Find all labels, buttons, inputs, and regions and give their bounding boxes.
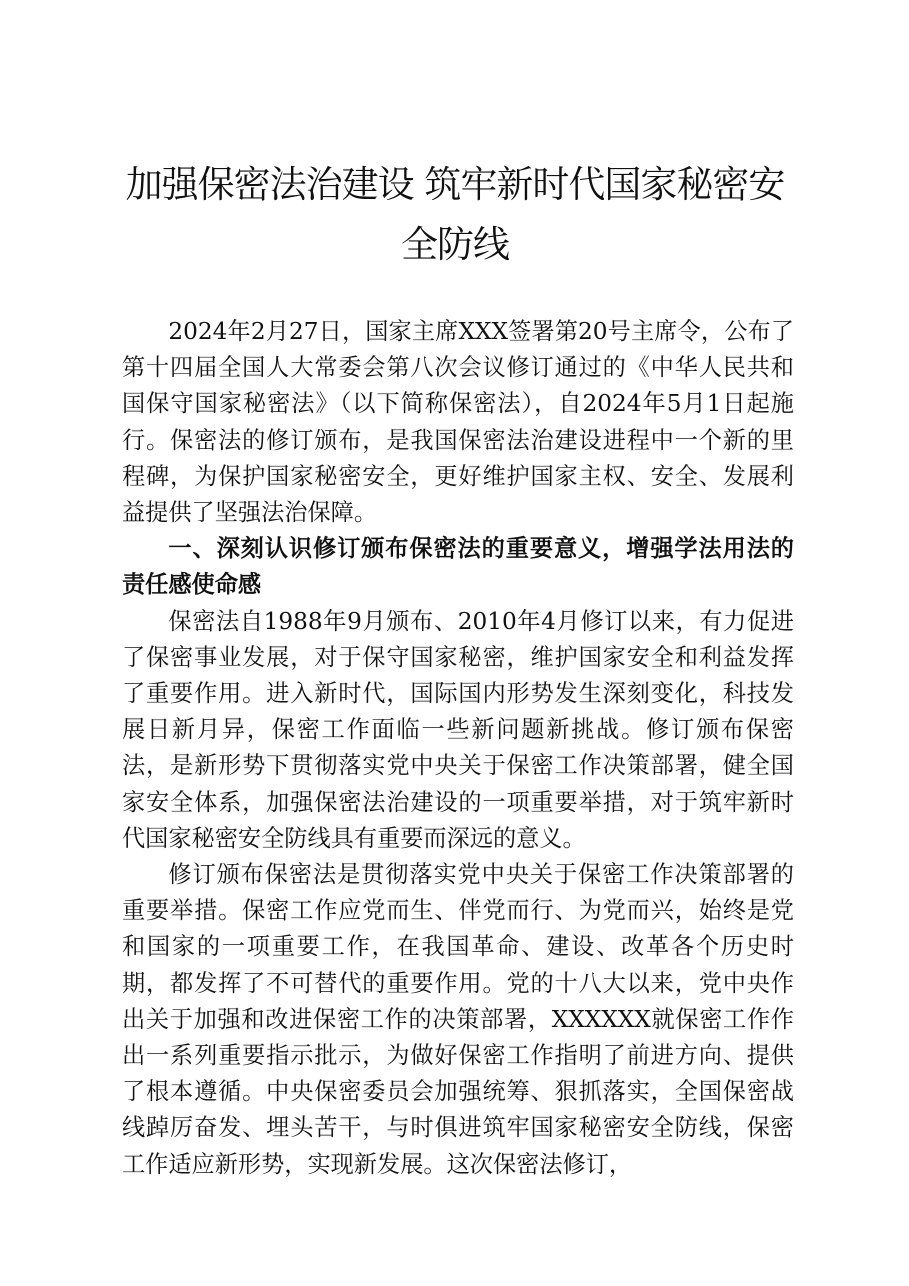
section-heading-1: 一、深刻认识修订颁布保密法的重要意义，增强学法用法的责任感使命感 — [122, 535, 794, 599]
paragraph-section1-1: 保密法自1988年9月颁布、2010年4月修订以来，有力促进了保密事业发展，对于保守国家秘密，维护国家安全和利益发挥了重要作用。进入新时代，国际国内形势发生深刻变化，科技发展日新月异，保密工作面临一些新问题新挑战。修订颁布保密法，是新形势下贯彻落实党中央关于保密工作决策部署，健全国家安全体系，加强保密法治建设的一项重要举措，对于筑牢新时代国家秘密安全防线具有重要而深远的意义。 — [122, 607, 794, 852]
paragraph-intro: 2024年2月27日，国家主席XXX签署第20号主席令，公布了第十四届全国人大常委会第八次会议修订通过的《中华人民共和国保守国家秘密法》（以下简称保密法），自2024年5月1日起施行。保密法的修订颁布，是我国保密法治建设进程中一个新的里程碑，为保护国家秘密安全，更好维护国家主权、安全、发展利益提供了坚强法治保障。 — [122, 318, 794, 527]
paragraph-section1-2: 修订颁布保密法是贯彻落实党中央关于保密工作决策部署的重要举措。保密工作应党而生、伴党而行、为党而兴，始终是党和国家的一项重要工作，在我国革命、建设、改革各个历史时期，都发挥了不可替代的重要作用。党的十八大以来，党中央作出关于加强和改进保密工作的决策部署，XXXXXX就保密工作作出一系列重要指示批示，为做好保密工作指明了前进方向、提供了根本遵循。中央保密委员会加强统筹、狠抓落实，全国保密战线踔厉奋发、埋头苦干，与时俱进筑牢国家秘密安全防线，保密工作适应新形势，实现新发展。这次保密法修订， — [122, 861, 794, 1178]
document-title: 加强保密法治建设 筑牢新时代国家秘密安全防线 — [125, 163, 785, 266]
document-body — [122, 314, 794, 1183]
